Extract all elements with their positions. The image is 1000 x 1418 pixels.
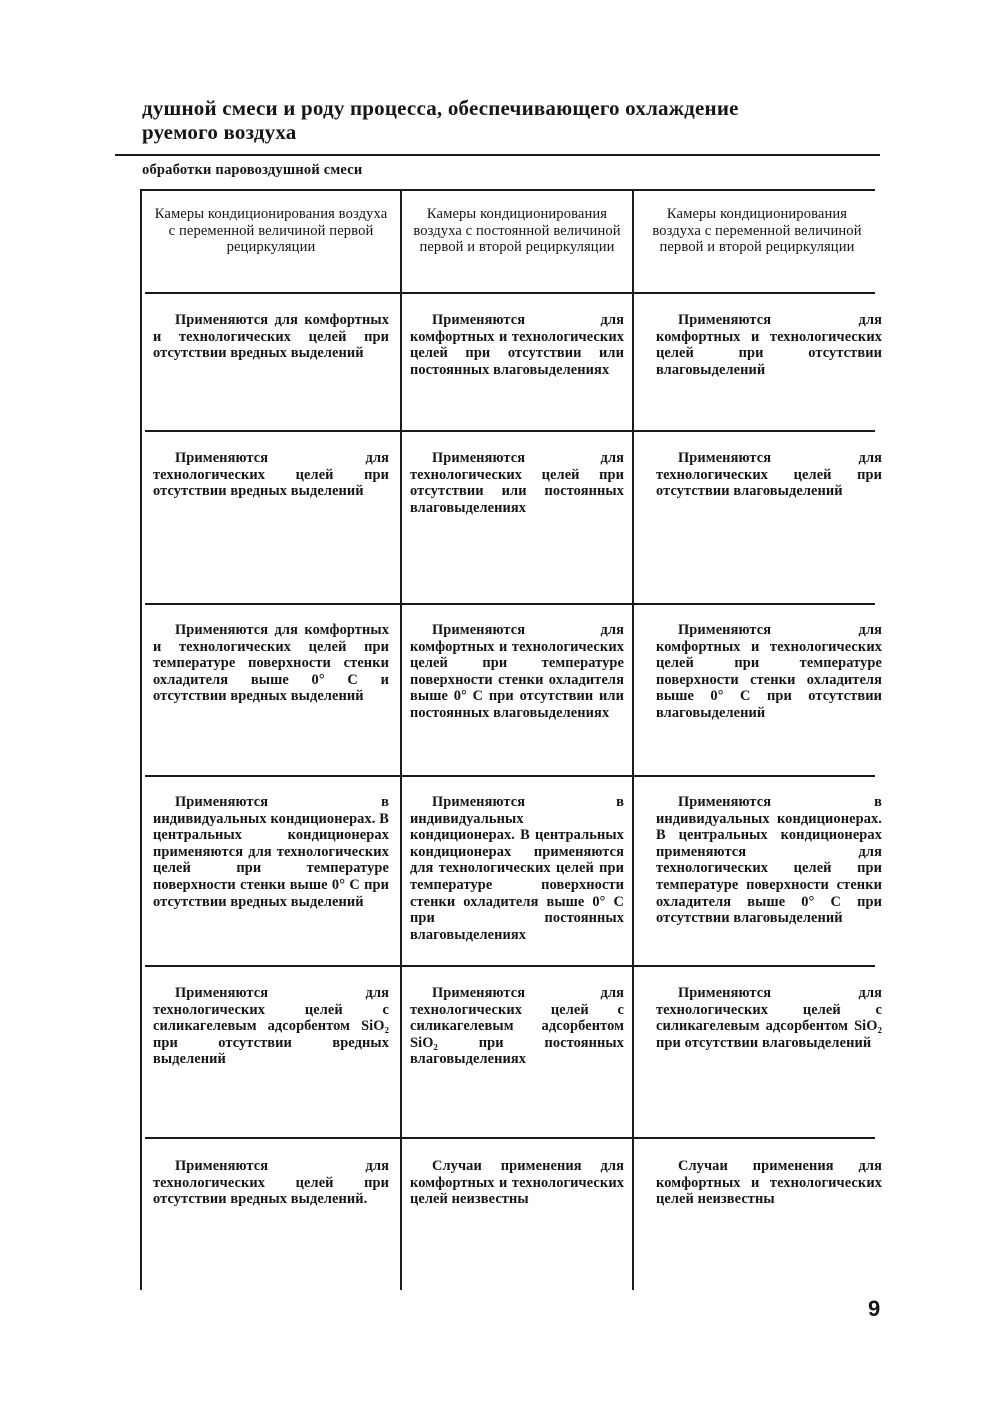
row-divider [145,430,875,432]
table-cell: Применяются для технологических целей при отсутствии вредных выделений [153,450,389,500]
top-rule [115,154,880,156]
table-cell: Применяются для технологических целей при отсутствии влаговыделений [656,450,882,500]
column-divider [140,190,142,1290]
header-cell: Камеры кондиционирования воздуха с переменной величиной первой и второй рециркуляции [652,206,862,256]
table-cell: Применяются для технологических целей с силикагелевым адсорбентом SiO₂ при отсутствии влаговыделений [656,985,882,1051]
table-cell: Применяются для комфортных и технологических целей при температуре поверхности стенки охладителя выше 0° С при отсутствии влаговыделений [656,622,882,721]
table-cell: Применяются в индивидуальных кондиционерах. В центральных кондиционерах применяются для технологических целей при температуре поверхности стенки выше 0° С при отсутствии вредных выделений [153,794,389,910]
table-cell: Применяются в индивидуальных кондиционерах. В центральных кондиционерах применяются для технологических целей при температуре поверхности стенки охладителя выше 0° С при постоянных влаговыделениях [410,794,624,943]
table-cell: Применяются для комфортных и технологических целей при отсутствии вредных выделений [153,312,389,362]
table-top-rule [140,189,875,191]
title-line-1: душной смеси и роду процесса, обеспечивающего охлаждение [142,96,739,120]
row-divider [145,775,875,777]
table-cell: Применяются для технологических целей с силикагелевым адсорбентом SiO₂ при отсутствии вредных выделений [153,985,389,1068]
page-number: 9 [868,1296,881,1321]
row-divider [145,1137,875,1139]
header-cell: Камеры кондиционирования воздуха с постоянной величиной первой и второй рециркуляции [413,206,621,256]
table-cell: Применяются для комфортных и технологических целей при температуре поверхности стенки охладителя выше 0° С при отсутствии или постоянных влаговыделениях [410,622,624,721]
header-cell: Камеры кондиционирования воздуха с переменной величиной первой рециркуляции [154,206,388,256]
title-line-2: руемого воздуха [142,120,297,144]
table-cell: Применяются для технологических целей при отсутствии или постоянных влаговыделениях [410,450,624,516]
table-cell: Применяются для комфортных и технологических целей при температуре поверхности стенки охладителя выше 0° С и отсутствии вредных выделений [153,622,389,705]
table-cell: Применяются для технологических целей с силикагелевым адсорбентом SiO₂ при постоянных влаговыделениях [410,985,624,1068]
table-cell: Случаи применения для комфортных и технологических целей неизвестны [656,1158,882,1208]
table-subtitle: обработки паровоздушной смеси [142,162,363,178]
column-divider [400,190,402,1290]
table-cell: Применяются в индивидуальных кондиционерах. В центральных кондиционерах применяются для технологических целей при температуре поверхности стенки охладителя выше 0° С при отсутствии влаговыделений [656,794,882,927]
row-divider [145,292,875,294]
table-cell: Применяются для технологических целей при отсутствии вредных выделений. [153,1158,389,1208]
table-cell: Применяются для комфортных и технологических целей при отсутствии влаговыделений [656,312,882,378]
page-title [142,96,902,144]
table-cell: Случаи применения для комфортных и технологических целей неизвестны [410,1158,624,1208]
table-cell: Применяются для комфортных и технологических целей при отсутствии или постоянных влаговыделениях [410,312,624,378]
row-divider [145,603,875,605]
column-divider [632,190,634,1290]
row-divider [145,965,875,967]
